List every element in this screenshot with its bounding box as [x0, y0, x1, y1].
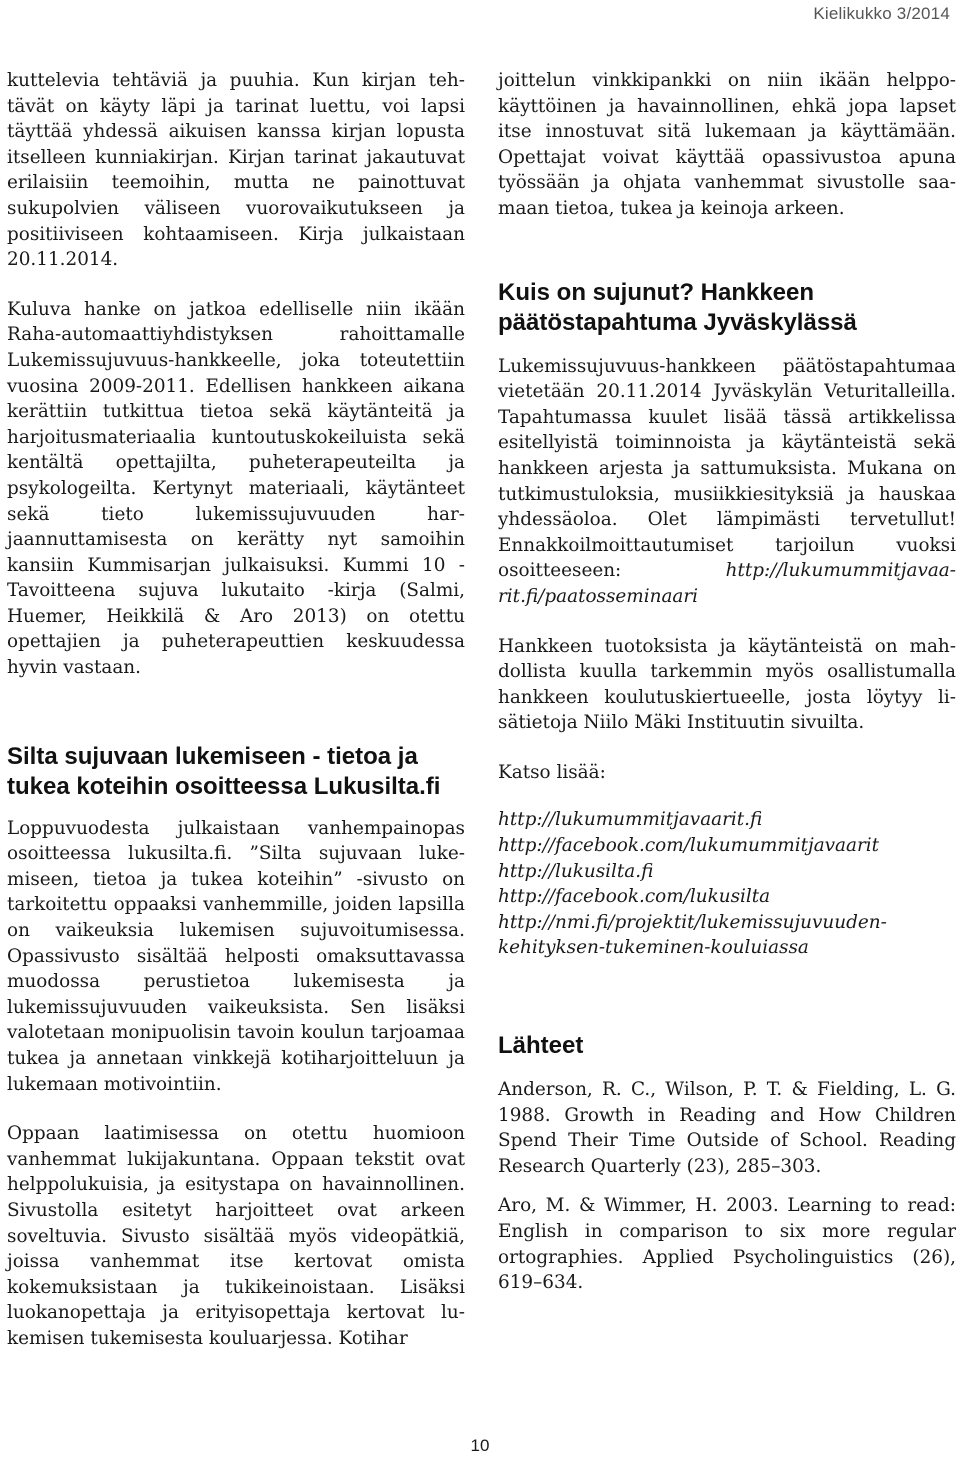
references-heading: Lähteet: [498, 1032, 584, 1060]
see-more-label: Katso lisää:: [498, 761, 606, 783]
left-column: [7, 68, 465, 1352]
reference-entry: Aro, M. & Wimmer, H. 2003. Learning to read: English in comparison to six more regular ortographies. Applied Psycholinguistics (26), 619–634.: [498, 1195, 956, 1294]
section-heading: Silta sujuvaan lukemiseen - tietoa ja tukea koteihin osoitteessa Lukusilta.fi: [7, 742, 441, 800]
reference-entry: Anderson, R. C., Wilson, P. T. & Fielding, L. G. 1988. Growth in Reading and How Children Spend Their Time Outside of School. Reading Research Quarterly (23), 285–303.: [498, 1079, 956, 1177]
link-item[interactable]: http://lukusilta.fi: [498, 860, 654, 882]
right-column: [498, 68, 956, 1296]
link-list: [498, 807, 956, 961]
link-item[interactable]: http://facebook.com/lukusilta: [498, 886, 771, 908]
body-paragraph: joittelun vinkkipankki on niin ikään helppokäyttöinen ja havainnollinen, ehkä jopa lapset itse innostuvat sitä lukemaan ja käyttämään. Opettajat voivat käyttää opassivustoa apuna työssään ja ohjata vanhemmat sivustolle saamaan tietoa, tukea ja keinoja arkeen.: [498, 70, 956, 219]
body-paragraph: Hankkeen tuotoksista ja käytänteistä on mahdollista kuulla tarkemmin myös osallistumalla hankkeen koulutuskiertueelle, josta löytyy lisätietoja Niilo Mäki Instituutin sivuilta.: [498, 635, 956, 734]
link-item[interactable]: http://facebook.com/lukumummitjavaarit: [498, 835, 880, 857]
page-number: 10: [470, 1436, 490, 1455]
body-paragraph: kuttelevia tehtäviä ja puuhia. Kun kirjan tehtävät on käyty läpi ja tarinat luettu, voi lapsi täyttää yhdessä aikuisen kanssa kirjan lopusta itselleen kunniakirjan. Kirjan tarinat jakautuvat erilaisiin teemoihin, mutta ne painottuvat sukupolvien väliseen vuorovaikutukseen ja positiiviseen kohtaamiseen. Kirja julkaistaan 20.11.2014.: [7, 70, 465, 271]
body-paragraph: Kuluva hanke on jatkoa edelliselle niin ikään Raha-automaattiyhdistyksen rahoittamalle Lukemissujuvuus-hankkeelle, joka toteutettiin vuosina 2009-2011. Edellisen hankkeen aikana kerättiin tutkittua tietoa sekä käytänteitä ja harjoitusmateriaalia kuntoutuskokeiluista sekä kentältä opettajilta, puheterapeuteilta ja psykologeilta. Kertynyt materiaali, käytänteet sekä tieto lukemissujuvuuden harjaannuttamisesta on kerätty nyt samoihin kansiin Kummisarjan julkaisuksi. Kummi 10 - Tavoitteena sujuva lukutaito -kirja (Salmi, Huemer, Heikkilä & Aro 2013) on otettu opettajien ja puheterapeuttien keskuudessa hyvin vastaan.: [7, 298, 465, 679]
body-paragraph: Loppuvuodesta julkaistaan vanhempainopas osoitteessa lukusilta.fi. ”Silta sujuvaan lukemiseen, tietoa ja tukea koteihin” -sivusto on tarkoitettu oppaaksi vanhemmille, joiden lapsilla on vaikeuksia lukemisen sujuvoitumisessa. Opassivusto sisältää helposti omaksuttavassa muodossa perustietoa lukemisesta ja lukemissujuvuuden vaikeuksista. Sen lisäksi valotetaan monipuolisin tavoin koulun tarjoamaa tukea ja annetaan vinkkejä kotiharjoitteluun ja lukemaan motivointiin.: [7, 817, 465, 1095]
registration-text: Lukemissujuvuus-hankkeen päätöstapahtumaa vietetään 20.11.2014 Jyväskylän Veturitalleilla. Tapahtumassa kuulet lisää tässä artikkelissa esitellyistä toiminnoista ja käytänteistä sekä hankkeen arjesta ja sattumuksista. Mukana on tutkimustuloksia, musiikkiesityksiä ja hauskaa yhdessäoloa. Olet lämpimästi tervetullut! Ennakkoilmoittautumiset tarjoilun vuoksi osoitteeseen:: [498, 355, 956, 582]
link-item[interactable]: http://nmi.fi/projektit/lukemissujuvuuden-kehityksen-tukeminen-kouluiassa: [498, 911, 887, 959]
running-head: Kielikukko 3/2014: [813, 4, 950, 23]
link-item[interactable]: http://lukumummitjavaarit.fi: [498, 809, 763, 831]
body-paragraph: [498, 354, 956, 610]
section-heading: Kuis on sujunut? Hankkeen päätöstapahtuma Jyväskylässä: [498, 278, 857, 336]
registration-link[interactable]: http://lukumummitjavaarit.fi/paatosseminaari: [498, 560, 956, 607]
body-paragraph: Oppaan laatimisessa on otettu huomioon vanhemmat lukijakuntana. Oppaan tekstit ovat helppolukuisia, ja esitystapa on havainnollinen. Sivustolla esitetyt harjoitteet ovat arkeen soveltuvia. Sivusto sisältää myös videopätkiä, joissa vanhemmat itse kertovat omista kokemuksistaan ja tukikeinoistaan. Lisäksi luokanopettaja ja erityisopettaja kertovat lukemisen tukemisesta kouluarjessa. Kotihar: [7, 1123, 465, 1349]
